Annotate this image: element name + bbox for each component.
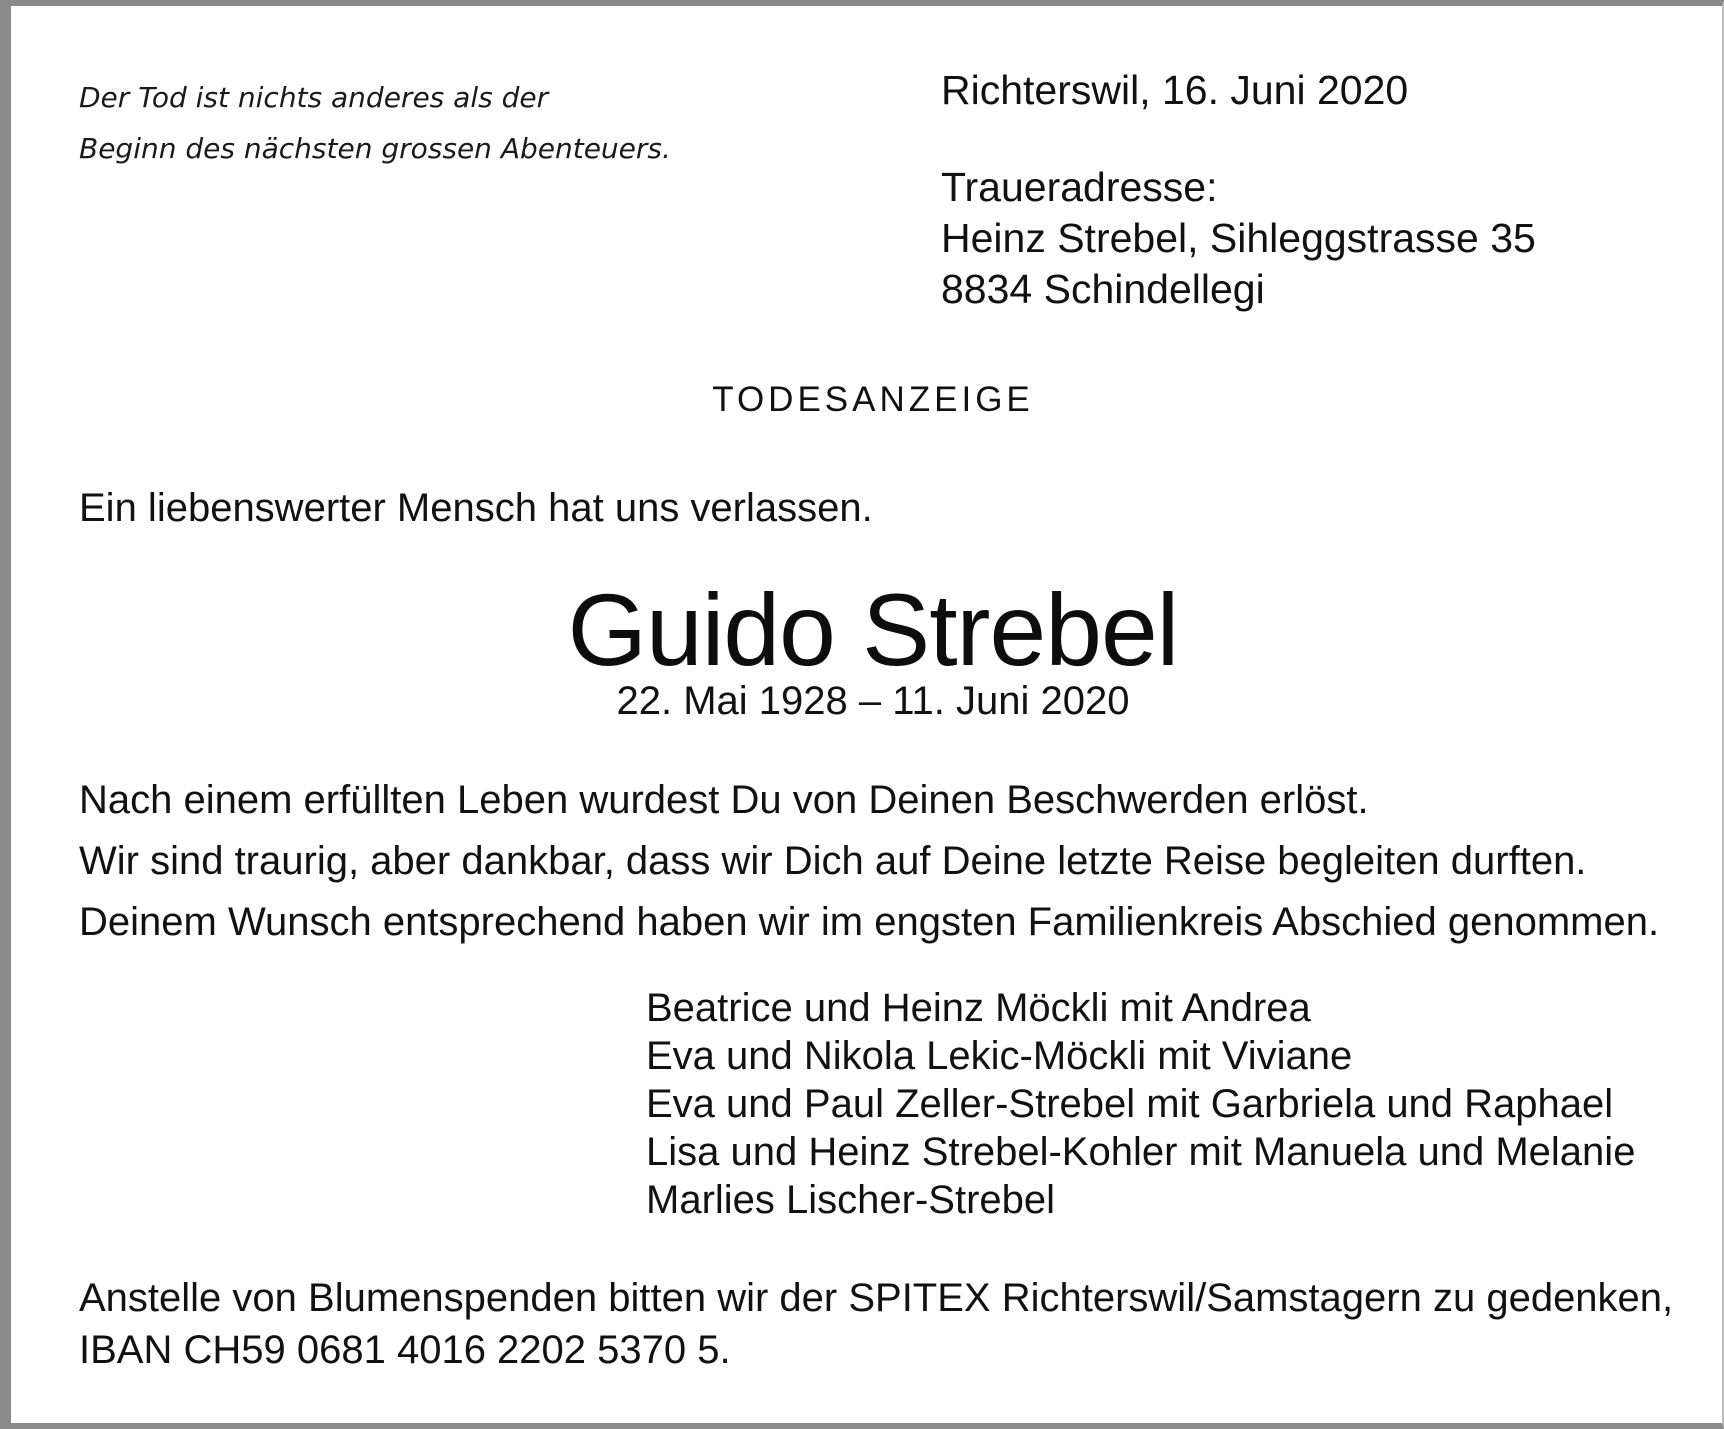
address-line-1: Heinz Strebel, Sihleggstrasse 35 bbox=[941, 215, 1536, 261]
mourners-list bbox=[646, 984, 1635, 1224]
mourner-line: Lisa und Heinz Strebel-Kohler mit Manuela und Melanie bbox=[646, 1130, 1636, 1174]
mourner-line: Beatrice und Heinz Möckli mit Andrea bbox=[646, 986, 1311, 1030]
motto-line-1: Der Tod ist nichts anderes als der bbox=[79, 81, 549, 114]
address-label: Traueradresse: bbox=[941, 164, 1218, 210]
motto-quote bbox=[79, 72, 671, 174]
body-line-2: Wir sind traurig, aber dankbar, dass wir Dich auf Deine letzte Reise begleiten durften. bbox=[79, 839, 1587, 883]
mourner-line: Eva und Nikola Lekic-Möckli mit Viviane bbox=[646, 1034, 1353, 1078]
place-and-date: Richterswil, 16. Juni 2020 bbox=[941, 67, 1409, 113]
body-text bbox=[79, 770, 1659, 953]
intro-sentence: Ein liebenswerter Mensch hat uns verlassen. bbox=[79, 486, 873, 530]
donation-iban: IBAN CH59 0681 4016 2202 5370 5. bbox=[79, 1328, 731, 1372]
notice-heading: TODESANZEIGE bbox=[712, 380, 1034, 419]
motto-line-2: Beginn des nächsten grossen Abenteuers. bbox=[79, 132, 671, 165]
body-line-1: Nach einem erfüllten Leben wurdest Du von Deinen Beschwerden erlöst. bbox=[79, 778, 1369, 822]
donation-line-1: Anstelle von Blumenspenden bitten wir der SPITEX Richterswil/Samstagern zu gedenken, bbox=[79, 1276, 1674, 1320]
deceased-name: Guido Strebel bbox=[567, 573, 1179, 687]
life-dates: 22. Mai 1928 – 11. Juni 2020 bbox=[616, 679, 1130, 723]
mourning-address bbox=[941, 162, 1536, 315]
mourner-line: Eva und Paul Zeller-Strebel mit Garbriela und Raphael bbox=[646, 1082, 1614, 1126]
address-line-2: 8834 Schindellegi bbox=[941, 266, 1265, 312]
mourner-line: Marlies Lischer-Strebel bbox=[646, 1178, 1056, 1222]
donation-request bbox=[79, 1272, 1673, 1376]
body-line-3: Deinem Wunsch entsprechend haben wir im engsten Familienkreis Abschied genommen. bbox=[79, 900, 1660, 944]
